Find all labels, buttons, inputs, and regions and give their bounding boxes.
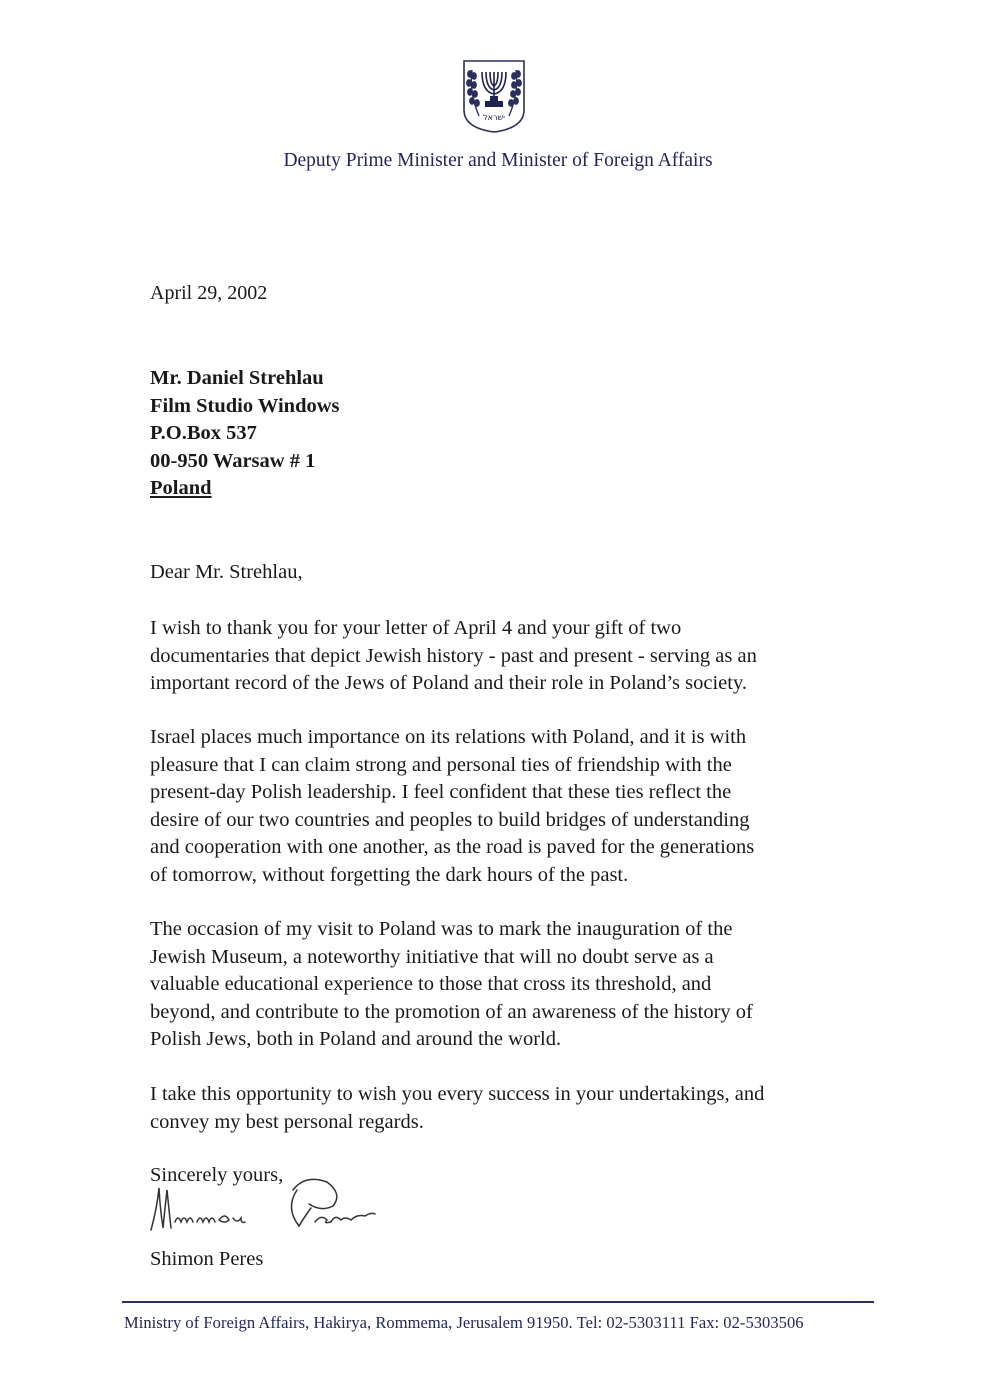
body-paragraph xyxy=(150,916,850,1054)
paragraph-line: present-day Polish leadership. I feel confident that these ties reflect the xyxy=(150,781,732,804)
paragraph-line: I wish to thank you for your letter of April 4 and your gift of two xyxy=(150,617,682,639)
paragraph-line: Polish Jews, both in Poland and around the world. xyxy=(150,1028,562,1051)
paragraph-line: important record of the Jews of Poland and their role in Poland’s society. xyxy=(150,672,748,695)
letter-date: April 29, 2002 xyxy=(150,282,268,304)
footer-divider xyxy=(122,1301,874,1303)
body-paragraph xyxy=(150,1081,850,1136)
paragraph-line: and cooperation with one another, as the road is paved for the generations xyxy=(150,836,755,859)
body-paragraph xyxy=(150,615,850,698)
recipient-city: 00-950 Warsaw # 1 xyxy=(150,449,316,472)
recipient-name: Mr. Daniel Strehlau xyxy=(150,367,324,389)
salutation: Dear Mr. Strehlau, xyxy=(150,561,303,583)
emblem-text: ישראל xyxy=(483,113,505,122)
signer-name: Shimon Peres xyxy=(150,1248,264,1270)
recipient-country: Poland xyxy=(150,477,212,499)
paragraph-line: I take this opportunity to wish you every success in your undertakings, and xyxy=(150,1083,765,1105)
paragraph-line: Israel places much importance on its relations with Poland, and it is with xyxy=(150,726,747,748)
paragraph-line: of tomorrow, without forgetting the dark hours of the past. xyxy=(150,863,629,886)
recipient-organization: Film Studio Windows xyxy=(150,394,340,417)
recipient-address xyxy=(150,365,340,503)
handwritten-signature-icon xyxy=(145,1168,395,1248)
paragraph-line: pleasure that I can claim strong and personal ties of friendship with the xyxy=(150,753,732,776)
paragraph-line: beyond, and contribute to the promotion of an awareness of the history of xyxy=(150,1000,753,1023)
recipient-po-box: P.O.Box 537 xyxy=(150,422,257,444)
letterhead-title-text: Deputy Prime Minister and Minister of Foreign Affairs xyxy=(283,150,713,171)
body-paragraph xyxy=(150,724,850,890)
emblem-of-israel-icon xyxy=(461,58,527,134)
paragraph-line: convey my best personal regards. xyxy=(150,1110,424,1133)
letterhead-title xyxy=(0,150,1008,172)
paragraph-line: desire of our two countries and peoples to build bridges of understanding xyxy=(150,808,750,831)
paragraph-line: Jewish Museum, a noteworthy initiative that will no doubt serve as a xyxy=(150,945,714,968)
footer-address: Ministry of Foreign Affairs, Hakirya, Rommema, Jerusalem 91950. Tel: 02-5303111 Fax: 02-5303506 xyxy=(124,1313,804,1332)
paragraph-line: documentaries that depict Jewish history - past and present - serving as an xyxy=(150,644,757,667)
closing: Sincerely yours, xyxy=(150,1164,284,1186)
paragraph-line: The occasion of my visit to Poland was to mark the inauguration of the xyxy=(150,918,733,940)
paragraph-line: valuable educational experience to those that cross its threshold, and xyxy=(150,973,712,996)
